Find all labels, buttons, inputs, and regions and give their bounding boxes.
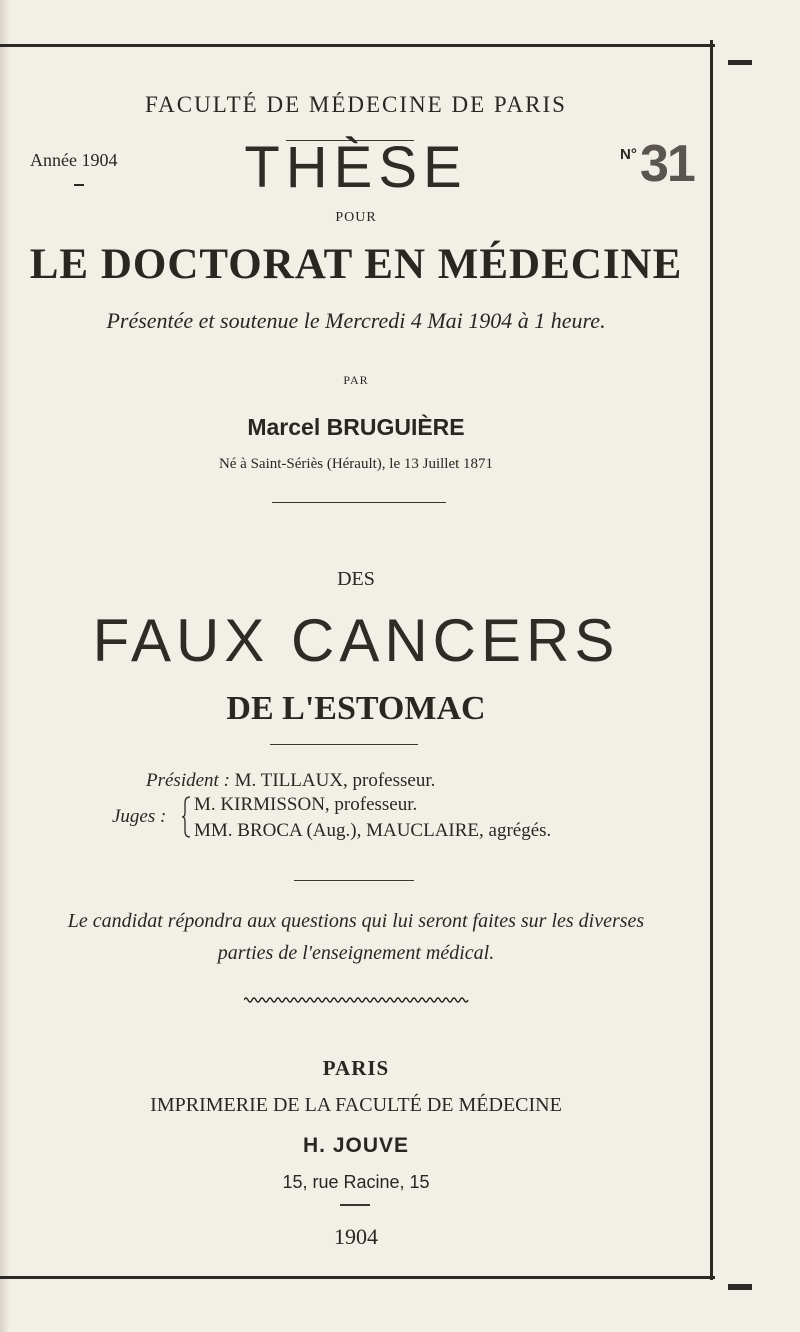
- divider: [294, 880, 414, 881]
- judges-label: Juges :: [112, 806, 167, 827]
- author-birth: Né à Saint-Sériès (Hérault), le 13 Juillet 1871: [218, 456, 494, 472]
- jury-president: [146, 770, 435, 792]
- subject-prefix: DES: [337, 568, 375, 590]
- faculty-heading: FACULTÉ DE MÉDECINE DE PARIS: [145, 92, 567, 117]
- imprint-city: PARIS: [322, 1056, 390, 1080]
- thesis-title: THÈSE: [244, 135, 468, 200]
- bottom-border-rule: [0, 1276, 715, 1279]
- divider: [272, 502, 446, 503]
- degree-name: LE DOCTORAT EN MÉDECINE: [29, 241, 683, 288]
- presentation-date: Présentée et soutenue le Mercredi 4 Mai 1904 à 1 heure.: [106, 308, 606, 333]
- judge-2: MM. BROCA (Aug.), MAUCLAIRE, agrégés.: [194, 820, 552, 841]
- year-label: Année 1904: [30, 150, 118, 170]
- president-label: Président :: [146, 770, 230, 791]
- subject-title: FAUX CANCERS: [92, 607, 620, 674]
- par-label: PAR: [343, 373, 369, 387]
- imprint-printer-name: H. JOUVE: [302, 1134, 410, 1157]
- exam-note-line-2: parties de l'enseignement médical.: [217, 942, 495, 964]
- stamp-number: 31: [640, 135, 694, 193]
- wavy-ornament-rule: [244, 996, 472, 1004]
- page-edge-mark-top: [728, 60, 752, 65]
- catalog-stamp: [620, 135, 706, 193]
- subject-subtitle: DE L'ESTOMAC: [226, 690, 486, 727]
- author-name: Marcel BRUGUIÈRE: [247, 414, 465, 440]
- stamp-no-label: N°: [620, 146, 637, 163]
- judges-brace: [182, 795, 192, 839]
- exam-note-line-1: Le candidat répondra aux questions qui lui seront faites sur les diverses: [67, 910, 645, 932]
- imprint-printer: IMPRIMERIE DE LA FACULTÉ DE MÉDECINE: [150, 1094, 562, 1116]
- judge-1: M. KIRMISSON, professeur.: [194, 794, 418, 815]
- divider: [270, 744, 418, 745]
- pour-label: POUR: [335, 210, 377, 225]
- divider: [340, 1204, 370, 1206]
- imprint-address: 15, rue Racine, 15: [282, 1172, 430, 1192]
- imprint-year: 1904: [334, 1224, 378, 1249]
- page-edge-mark-bottom: [728, 1284, 752, 1290]
- top-border-rule: [0, 44, 715, 47]
- president-name: M. TILLAUX, professeur.: [234, 770, 436, 791]
